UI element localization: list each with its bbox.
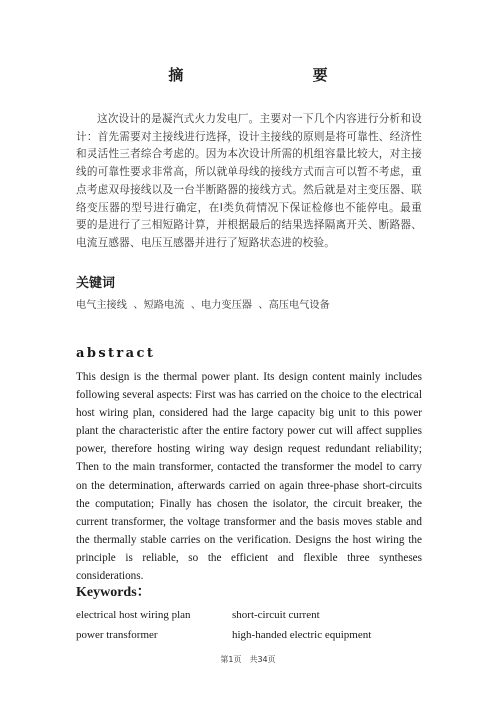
- chinese-keywords-list: 电气主接线 、短路电流 、电力变压器 、高压电气设备: [76, 300, 330, 311]
- keyword-item: power transformer: [76, 629, 158, 641]
- page-number-footer: 第1页 共34页: [220, 655, 276, 664]
- keywords-row: [76, 625, 422, 645]
- chinese-abstract-paragraph: 这次设计的是凝汽式火力发电厂。主要对一下几个内容进行分析和设计：首先需要对主接线进行选择，设计主接线的原则是将可靠性、经济性和灵活性三者综合考虑的。因为本次设计所需的机组容量比较大，对主接线的可靠性要求非常高，所以就单母线的接线方式而言可以暂不考虑，重点考虑双母接线以及一台半断路器的接线方式。然后就是对主变压器、联络变压器的型号进行确定，在Ⅰ类负荷情况下保证检修也不能停电。最重要的是进行了三相短路计算，并根据最后的结果选择隔离开关、断路器、电流互感器、电压互感器并进行了短路状态进的校验。: [76, 113, 422, 249]
- page-title: 摘 要: [168, 66, 390, 84]
- keyword-item: short-circuit current: [232, 609, 320, 621]
- chinese-keywords-heading: 关键词: [76, 276, 116, 291]
- keywords-row: [76, 605, 422, 625]
- english-keywords-grid: [76, 605, 422, 645]
- keyword-item: high-handed electric equipment: [232, 629, 372, 641]
- english-keywords-heading: Keywords：: [76, 585, 151, 600]
- keyword-item: electrical host wiring plan: [76, 609, 191, 621]
- english-abstract-heading: abstract: [76, 346, 156, 361]
- english-abstract-paragraph: This design is the thermal power plant. Its design content mainly includes following several aspects: First was has carried on the choice to the electrical host wiring plan, considered had the large capacity big unit to this power plant the characteristic after the entire factory power cut will affect supplies power, therefore hosting wiring way design request redundant reliability; Then to the main transformer, contacted the transformer the model to carry on the determination, afterwards carried on again three-phase short-circuits the computation; Finally has chosen the isolator, the circuit breaker, the current transformer, the voltage transformer and the basis moves stable and the thermally stable carries on the verification. Designs the host wiring the principle is reliable, so the efficient and flexible three syntheses considerations.: [76, 371, 422, 583]
